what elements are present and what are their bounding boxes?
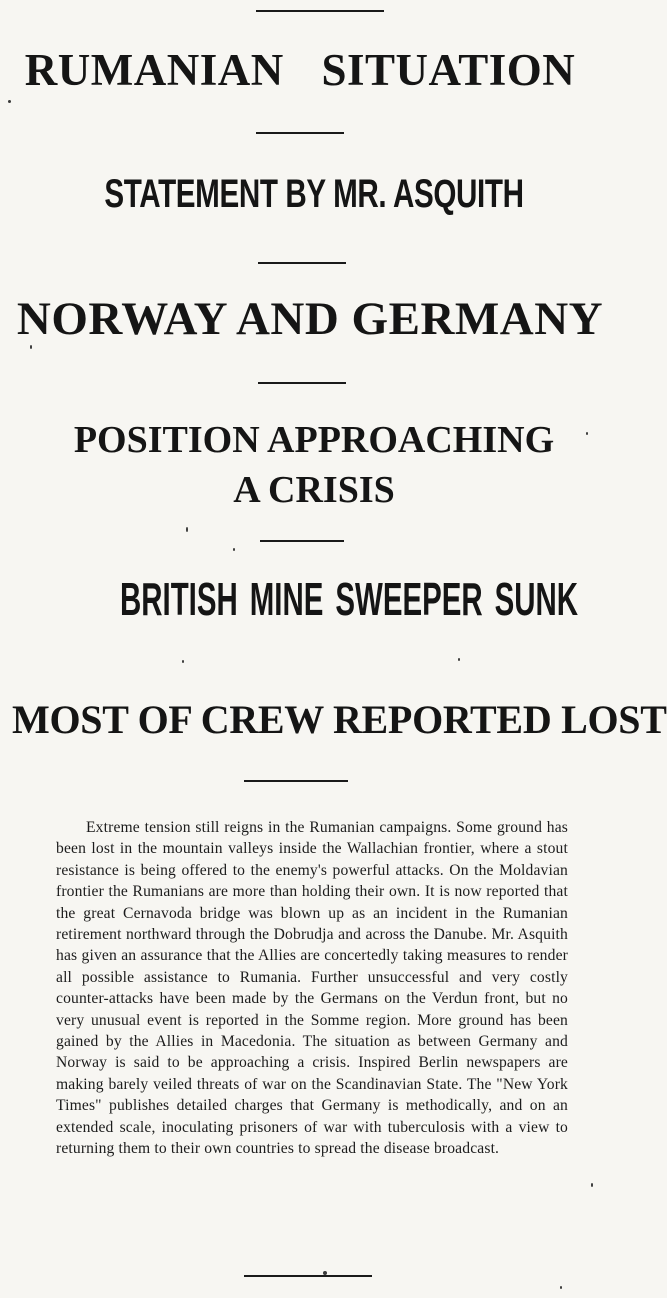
headline-a-crisis: A CRISIS [233, 469, 395, 511]
divider-rule-3 [258, 382, 346, 384]
bottom-rule [244, 1275, 372, 1277]
print-speck [458, 658, 460, 661]
article-body: Extreme tension still reigns in the Rumanian campaigns. Some ground has been lost in the mountain valleys inside the Wallachian frontier, where a stout resistance is being offered to the enemy's powerful attacks. On the Moldavian frontier the Rumanians are more than holding their own. It is now reported that the great Cernavoda bridge was blown up as an incident in the Rumanian retirement northward through the Dobrudja and across the Danube. Mr. Asquith has given an assurance that the Allies are concertedly taking measures to render all possible assistance to Rumania. Further unsuccessful and very costly counter-attacks have been made by the Germans on the Verdun front, but no very unusual event is reported in the Somme region. More ground has been gained by the Allies in Macedonia. The situation as between Germany and Norway is said to be approaching a crisis. Inspired Berlin newspapers are making barely veiled threats of war on the Scandinavian State. The "New York Times" publishes detailed charges that Germany is methodically, and on an extended scale, inoculating prisoners of war with tuberculosis with a view to returning them to their own countries to spread the disease broadcast. [56, 819, 568, 1158]
headline-norway-germany: NORWAY AND GERMANY [16, 293, 604, 345]
top-rule [256, 10, 384, 12]
divider-rule-1 [256, 132, 344, 134]
print-speck [182, 660, 184, 663]
print-speck [233, 548, 235, 551]
divider-rule-4 [260, 540, 344, 542]
print-speck [8, 100, 11, 103]
print-speck [586, 432, 588, 435]
print-speck [323, 1271, 327, 1275]
headline-crew-lost: MOST OF CREW REPORTED LOST [12, 697, 667, 742]
print-speck [591, 1183, 593, 1187]
headline-position-approaching: POSITION APPROACHING [73, 419, 555, 461]
divider-rule-5 [244, 780, 348, 782]
print-speck [30, 345, 32, 349]
divider-rule-2 [258, 262, 346, 264]
headline-mine-sweeper-sunk: BRITISH MINE SWEEPER SUNK [120, 573, 579, 625]
headline-asquith-statement: STATEMENT BY MR. ASQUITH [104, 172, 524, 216]
print-speck [186, 527, 188, 532]
headline-rumanian-situation: RUMANIAN SITUATION [24, 45, 576, 95]
print-speck [560, 1286, 562, 1289]
